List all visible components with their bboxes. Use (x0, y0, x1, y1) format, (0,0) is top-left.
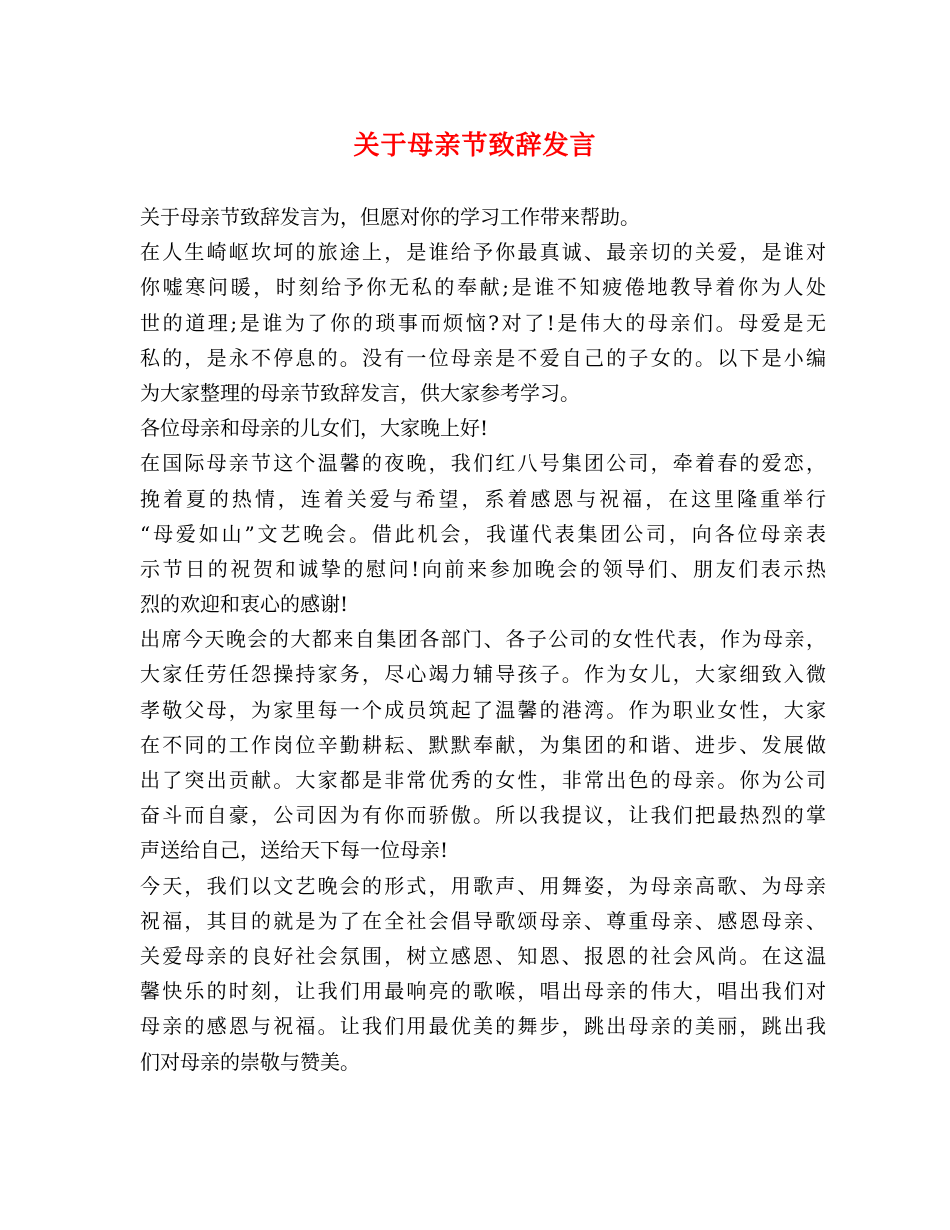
text-line: 在国际母亲节这个温馨的夜晚，我们红八号集团公司，牵着春的爱恋， (140, 451, 826, 476)
text-line: 奋斗而自豪，公司因为有你而骄傲。所以我提议，让我们把最热烈的掌 (140, 803, 826, 828)
text-line: 出席今天晚会的大都来自集团各部门、各子公司的女性代表，作为母亲， (140, 627, 826, 652)
text-line: 母亲的感恩与祝福。让我们用最优美的舞步，跳出母亲的美丽，跳出我 (140, 1014, 826, 1039)
text-line: 示节日的祝贺和诚挚的慰问!向前来参加晚会的领导们、朋友们表示热 (140, 556, 826, 581)
text-line: 私的，是永不停息的。没有一位母亲是不爱自己的子女的。以下是小编 (140, 345, 826, 370)
text-line: 挽着夏的热情，连着关爱与希望，系着感恩与祝福，在这里隆重举行 (140, 486, 826, 511)
text-line: 关于母亲节致辞发言为，但愿对你的学习工作带来帮助。 (140, 205, 640, 229)
text-line: 在不同的工作岗位辛勤耕耘、默默奉献，为集团的和谐、进步、发展做 (140, 732, 826, 757)
text-line: 声送给自己，送给天下每一位母亲! (140, 838, 449, 863)
text-line: 大家任劳任怨操持家务，尽心竭力辅导孩子。作为女儿，大家细致入微 (140, 662, 826, 687)
text-line: 世的道理;是谁为了你的琐事而烦恼?对了!是伟大的母亲们。母爱是无 (140, 310, 826, 335)
text-line: 你嘘寒问暖，时刻给予你无私的奉献;是谁不知疲倦地教导着你为人处 (140, 275, 826, 300)
text-line: 关爱母亲的良好社会氛围，树立感恩、知恩、报恩的社会风尚。在这温 (140, 943, 826, 968)
text-line: 们对母亲的崇敬与赞美。 (140, 1049, 360, 1074)
text-line: 为大家整理的母亲节致辞发言，供大家参考学习。 (140, 380, 580, 405)
text-line: 今天，我们以文艺晚会的形式，用歌声、用舞姿，为母亲高歌、为母亲 (140, 873, 826, 898)
text-line: 孝敬父母，为家里每一个成员筑起了温馨的港湾。作为职业女性，大家 (140, 697, 826, 722)
text-line: 出了突出贡献。大家都是非常优秀的女性，非常出色的母亲。你为公司 (140, 768, 826, 792)
text-line: “母爱如山”文艺晚会。借此机会，我谨代表集团公司，向各位母亲表 (140, 521, 826, 546)
text-line: 馨快乐的时刻，让我们用最响亮的歌喉，唱出母亲的伟大，唱出我们对 (140, 979, 826, 1004)
document-body (140, 200, 826, 1080)
document-title: 关于母亲节致辞发言 (353, 131, 597, 161)
text-line: 烈的欢迎和衷心的感谢! (140, 592, 349, 617)
text-line: 各位母亲和母亲的儿女们，大家晚上好! (140, 416, 489, 441)
text-line: 祝福，其目的就是为了在全社会倡导歌颂母亲、尊重母亲、感恩母亲、 (140, 908, 826, 933)
text-line: 在人生崎岖坎坷的旅途上，是谁给予你最真诚、最亲切的关爱，是谁对 (140, 240, 826, 265)
